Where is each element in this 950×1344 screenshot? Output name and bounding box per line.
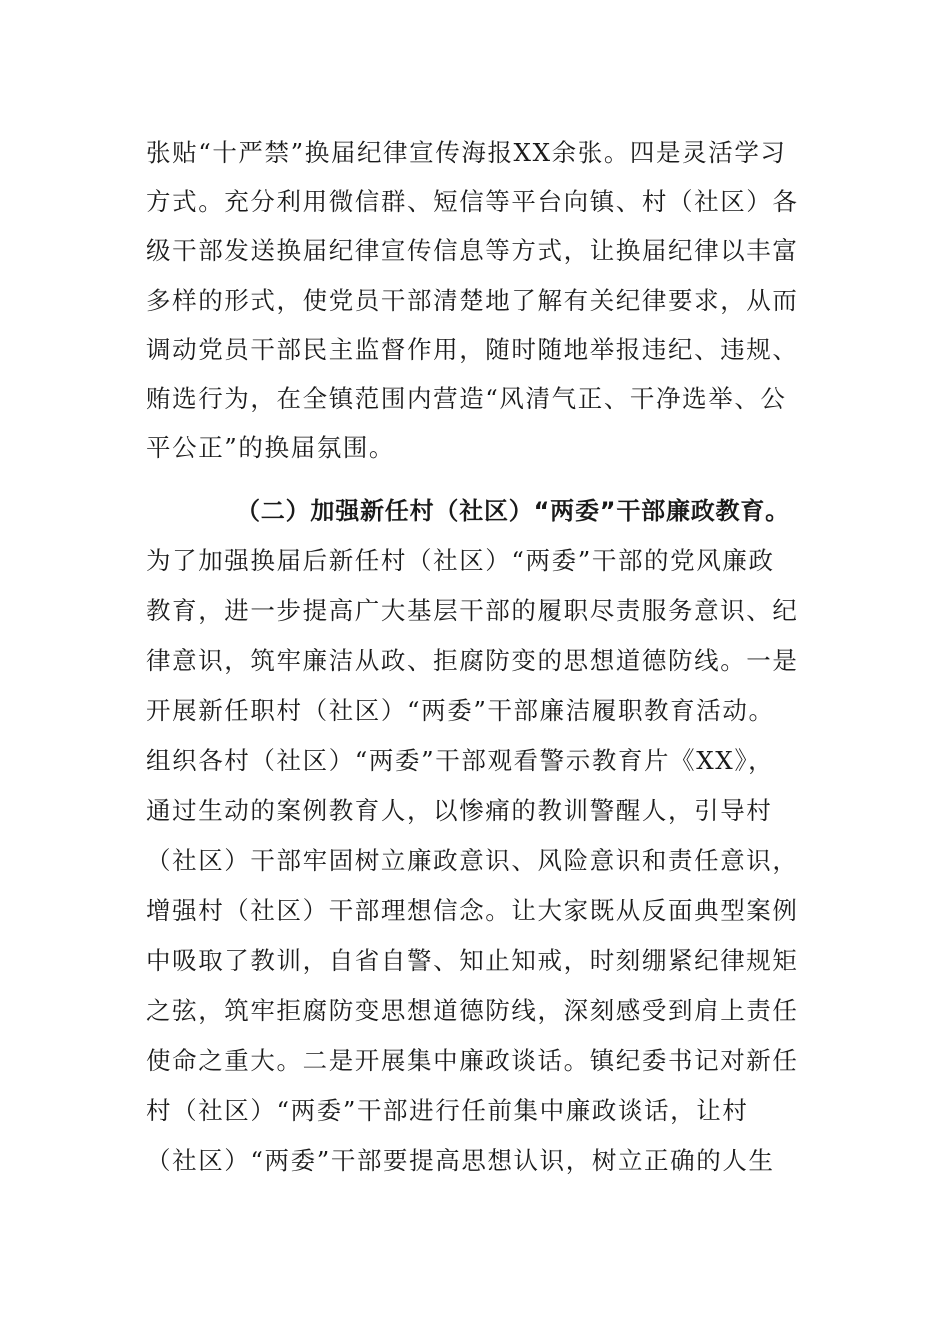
paragraph-line: 使命之重大。二是开展集中廉政谈话。镇纪委书记对新任 (146, 1046, 799, 1075)
paragraph-line: （社区）干部牢固树立廉政意识、风险意识和责任意识， (146, 846, 799, 875)
paragraph-line: 增强村（社区）干部理想信念。让大家既从反面典型案例 (146, 896, 799, 925)
paragraph-line: 为了加强换届后新任村（社区）“两委”干部的党风廉政 (146, 546, 775, 575)
paragraph-line: 村（社区）“两委”干部进行任前集中廉政谈话，让村 (146, 1096, 749, 1125)
paragraph-line: 教育，进一步提高广大基层干部的履职尽责服务意识、纪 (146, 596, 799, 625)
paragraph-line: 贿选行为，在全镇范围内营造“风清气正、干净选举、公 (146, 384, 787, 413)
paragraph-line: 律意识，筑牢廉洁从政、拒腐防变的思想道德防线。一是 (146, 646, 799, 675)
paragraph-line: 组织各村（社区）“两委”干部观看警示教育片《XX》， (146, 746, 775, 775)
paragraph-line: 方式。充分利用微信群、短信等平台向镇、村（社区）各 (146, 187, 799, 216)
paragraph-line: 通过生动的案例教育人，以惨痛的教训警醒人，引导村 (146, 796, 773, 825)
paragraph-line: 级干部发送换届纪律宣传信息等方式，让换届纪律以丰富 (146, 236, 799, 265)
section-heading: （二）加强新任村（社区）“两委”干部廉政教育。 (236, 497, 790, 525)
paragraph-line: 多样的形式，使党员干部清楚地了解有关纪律要求，从而 (146, 286, 799, 315)
paragraph-line: 开展新任职村（社区）“两委”干部廉洁履职教育活动。 (146, 696, 775, 725)
paragraph-line: 中吸取了教训，自省自警、知止知戒，时刻绷紧纪律规矩 (146, 946, 799, 975)
paragraph-line: （社区）“两委”干部要提高思想认识，树立正确的人生 (146, 1146, 775, 1175)
paragraph-line: 调动党员干部民主监督作用，随时随地举报违纪、违规、 (146, 335, 799, 364)
paragraph-line: 平公正”的换届氛围。 (146, 433, 396, 462)
paragraph-line: 之弦，筑牢拒腐防变思想道德防线，深刻感受到肩上责任 (146, 996, 799, 1025)
paragraph-line: 张贴“十严禁”换届纪律宣传海报XX余张。四是灵活学习 (146, 138, 787, 167)
